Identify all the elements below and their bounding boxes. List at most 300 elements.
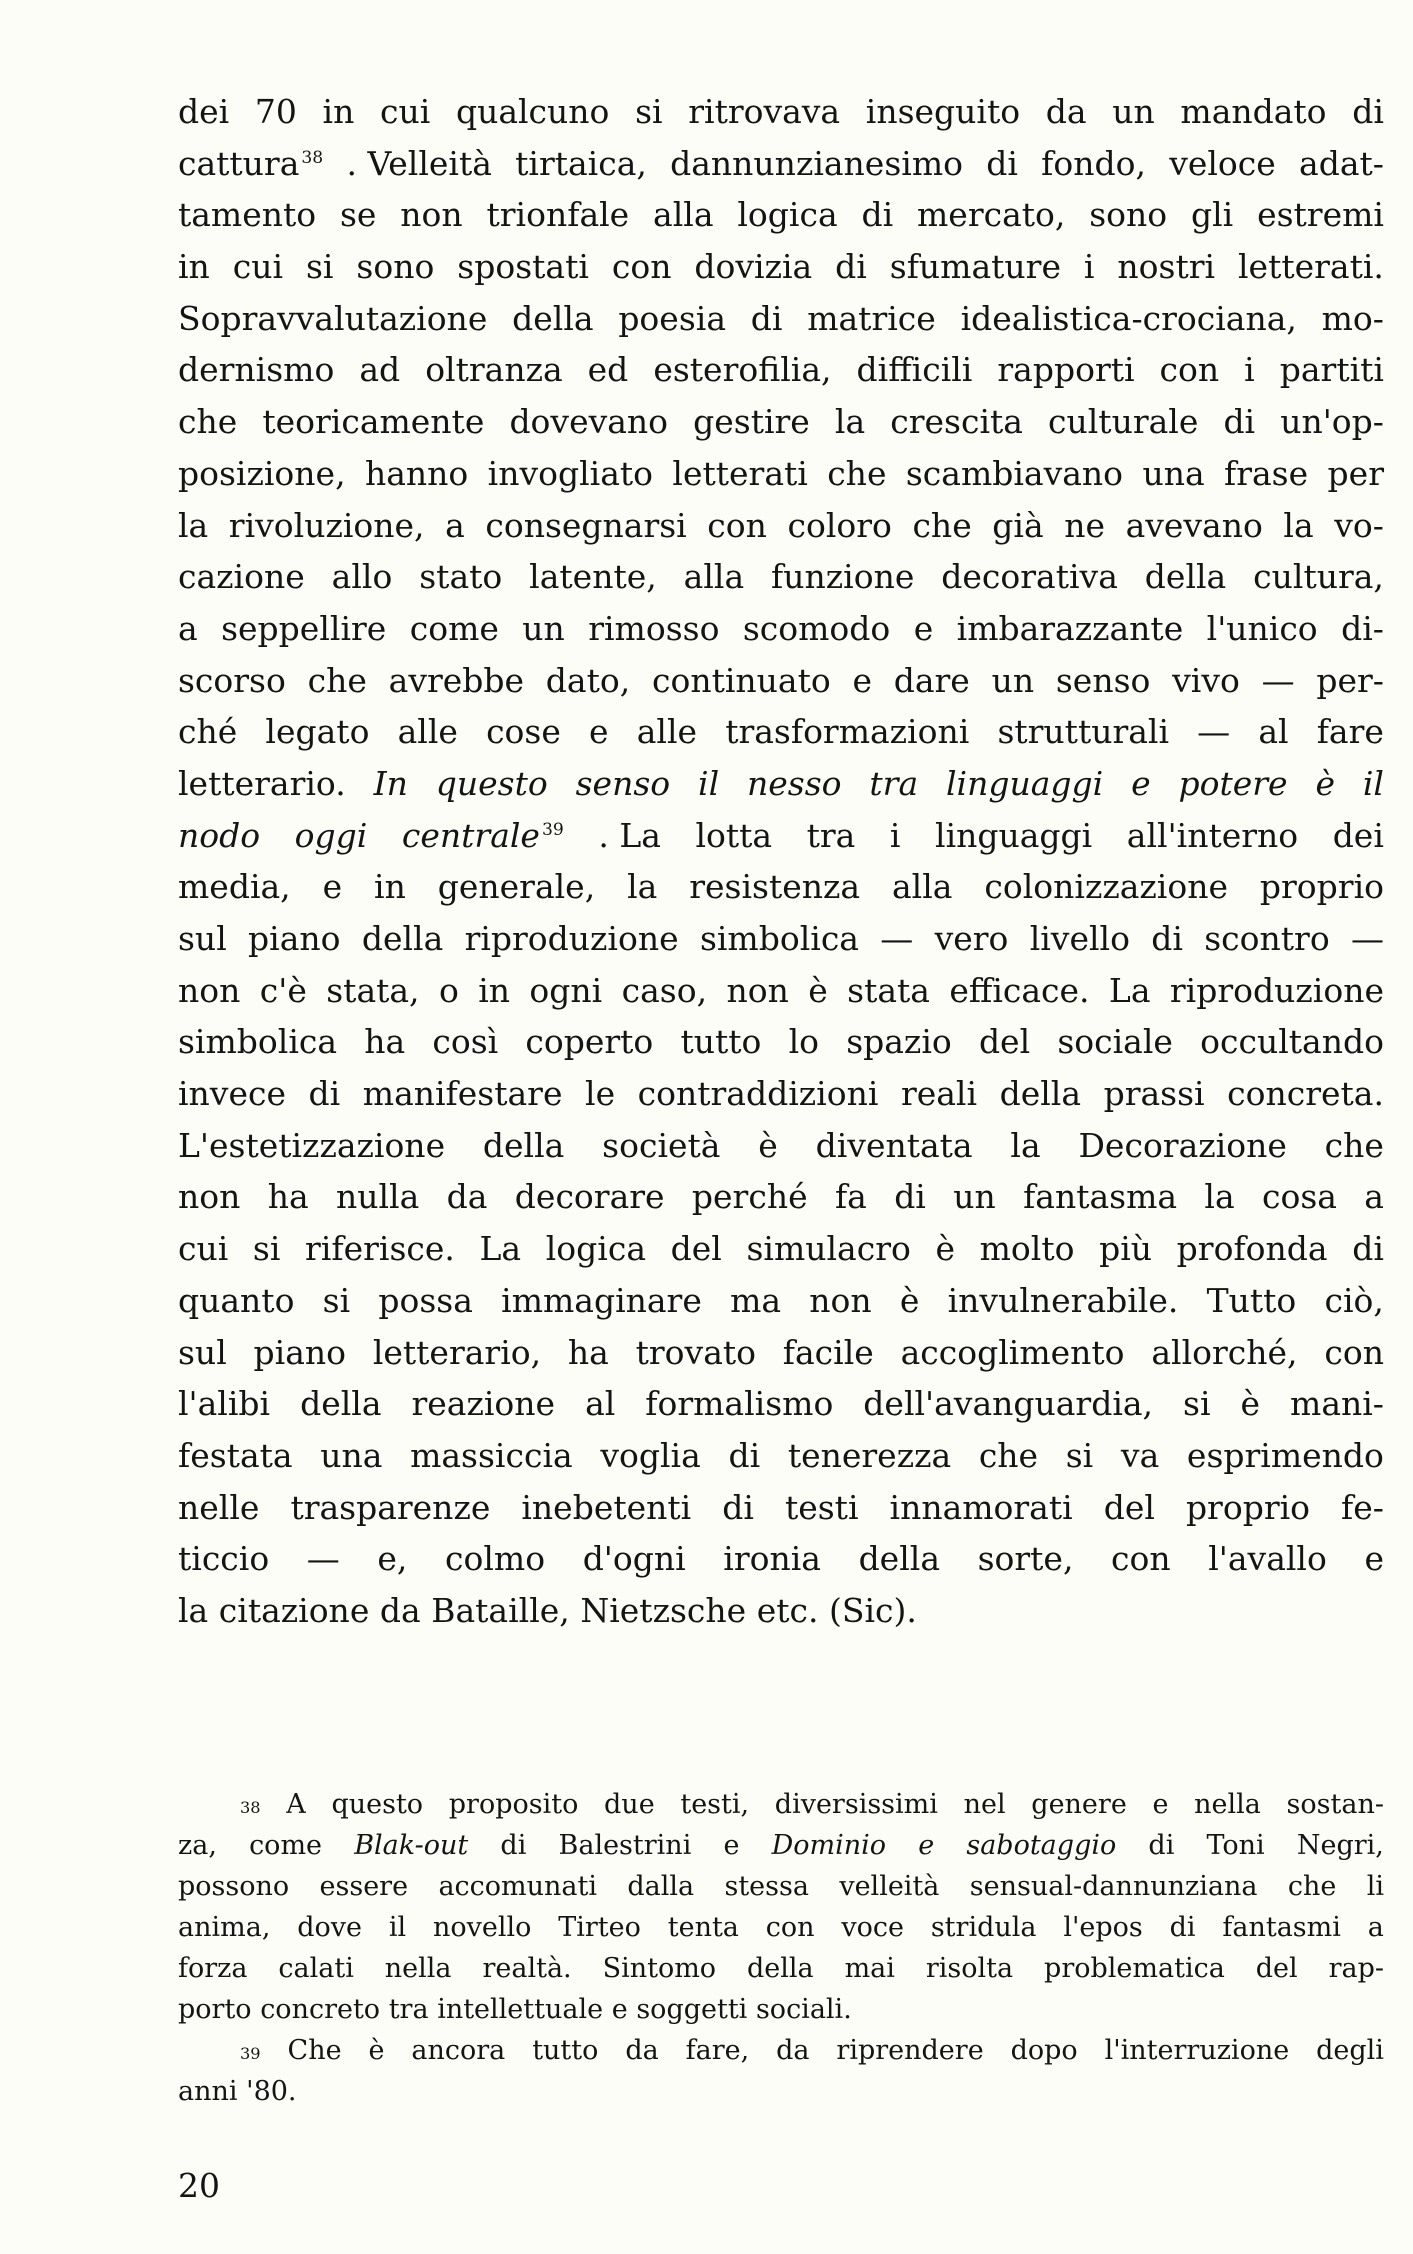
word: trionfale	[486, 195, 630, 235]
word: la	[627, 867, 658, 907]
word: è	[368, 2035, 385, 2066]
word: velleità	[839, 1871, 940, 1902]
word: accomunati	[438, 1871, 597, 1902]
word: il	[388, 1912, 407, 1943]
text-line	[178, 706, 1384, 758]
word: tra	[388, 1994, 429, 2025]
word: fare	[1316, 712, 1384, 752]
text-line	[178, 551, 1384, 603]
word: del	[1255, 1953, 1298, 1984]
word: sociali.	[755, 1994, 852, 2025]
word: piano	[248, 919, 341, 958]
word: tra	[869, 763, 919, 803]
word: dare	[893, 660, 970, 700]
word: della	[858, 1539, 940, 1579]
word: Dominio	[771, 1830, 887, 1861]
word: ed	[587, 350, 629, 390]
word: e	[1131, 763, 1151, 803]
word: adat-	[1299, 143, 1384, 183]
word: in	[374, 867, 406, 907]
word: (Sic).	[829, 1590, 917, 1630]
word: dato,	[545, 660, 631, 700]
word: trasparenze	[290, 1487, 491, 1527]
word: In	[373, 763, 408, 803]
word: si	[635, 92, 663, 131]
word: Blak-out	[354, 1830, 469, 1861]
word: in	[178, 247, 210, 287]
word: dopo	[1010, 2035, 1078, 2066]
word: questo	[331, 1789, 424, 1820]
word: ogni	[529, 970, 603, 1010]
word: ne	[1064, 505, 1105, 545]
word: e	[1152, 1789, 1169, 1820]
word: diventata	[815, 1125, 973, 1165]
word: non	[178, 1177, 241, 1217]
word: sul	[178, 919, 227, 958]
word: calati	[278, 1953, 354, 1984]
word: alle	[397, 712, 458, 752]
word: e	[918, 1830, 935, 1861]
word: mai	[844, 1953, 895, 1984]
text-line	[178, 1585, 1384, 1637]
word: fe-	[1341, 1487, 1384, 1527]
word: prassi	[1103, 1074, 1205, 1114]
word: decorativa	[941, 557, 1118, 597]
text-line	[178, 396, 1384, 448]
word: 70	[254, 92, 297, 131]
word: che	[978, 1435, 1039, 1475]
word: mandato	[1180, 92, 1327, 131]
word: funzione	[771, 557, 915, 597]
word: innamorati	[889, 1487, 1073, 1527]
word: di-	[1341, 608, 1384, 648]
word: colonizzazione	[984, 867, 1228, 907]
word: di	[894, 1177, 926, 1217]
word: il	[1362, 763, 1384, 803]
word: scorso	[178, 660, 286, 700]
word: con	[611, 247, 672, 287]
word: è	[808, 970, 828, 1010]
word: scomodo	[742, 608, 891, 648]
word: allo	[331, 557, 393, 597]
text-line	[178, 1327, 1384, 1379]
word: che	[912, 505, 972, 545]
word: consegnarsi	[485, 505, 687, 545]
word: la	[1204, 1177, 1235, 1217]
word: . La	[598, 815, 661, 855]
word: è	[758, 1125, 778, 1165]
word: anima,	[178, 1912, 271, 1943]
word: scambiavano	[905, 453, 1124, 493]
text-line	[178, 1223, 1384, 1275]
word: gli	[1191, 195, 1234, 235]
word: accoglimento	[900, 1332, 1125, 1372]
text-line	[178, 861, 1384, 913]
word: difficili	[856, 350, 973, 390]
word: una	[1142, 453, 1205, 493]
word: mercato,	[917, 195, 1066, 235]
word: dei	[178, 92, 230, 131]
word: stridula	[930, 1912, 1037, 1943]
word: avevano	[1125, 505, 1263, 545]
text-line	[178, 86, 1384, 138]
word: società	[602, 1125, 721, 1165]
text-line	[178, 1430, 1384, 1482]
word: che	[827, 453, 887, 493]
text-line	[178, 1120, 1384, 1172]
word: invogliato	[487, 453, 654, 493]
word: fantasmi	[1222, 1912, 1341, 1943]
footnote-38-line	[178, 1866, 1384, 1907]
text-line	[178, 189, 1384, 241]
word: cazione	[178, 557, 305, 597]
word: l'interruzione	[1104, 2035, 1290, 2066]
word: la	[834, 402, 866, 442]
word: Sopravvalutazione	[178, 298, 488, 338]
word: —	[306, 1539, 340, 1579]
word: coperto	[525, 1022, 654, 1062]
word: di	[728, 1435, 761, 1475]
word: di	[861, 195, 894, 235]
text-line	[178, 500, 1384, 552]
word: possa	[378, 1280, 473, 1320]
footnote-ref-38[interactable]: 38	[301, 147, 324, 168]
word: —	[880, 919, 914, 958]
word: e	[913, 608, 934, 648]
word: una	[320, 1435, 383, 1475]
page-number: 20	[178, 2166, 220, 2205]
word: cui	[380, 92, 431, 131]
word: l'alibi	[178, 1384, 271, 1424]
word: un	[1112, 92, 1155, 131]
word: allorché,	[1151, 1332, 1298, 1372]
word: è	[1315, 763, 1335, 803]
word: spazio	[846, 1022, 952, 1062]
word: realtà.	[482, 1953, 572, 1984]
word: riproduzione	[1169, 970, 1384, 1010]
word: invece	[178, 1074, 286, 1114]
word: o	[438, 970, 459, 1010]
word: letterario,	[372, 1332, 542, 1372]
word: alla	[892, 867, 953, 907]
word: Che	[287, 2035, 342, 2066]
word: La	[479, 1229, 522, 1269]
word: con	[707, 505, 767, 545]
word: teoricamente	[262, 402, 485, 442]
word: trasformazioni	[725, 712, 970, 752]
word: dei	[1332, 815, 1384, 855]
word: —	[1261, 660, 1295, 700]
word: a	[1367, 1912, 1384, 1943]
word: frase	[1224, 453, 1309, 493]
word: della	[482, 1125, 565, 1165]
word: si	[1065, 1435, 1094, 1475]
word: rimosso	[588, 608, 720, 648]
word: forza	[178, 1953, 248, 1984]
word: la	[1010, 1125, 1041, 1165]
text-line	[178, 965, 1384, 1017]
text-line	[178, 1171, 1384, 1223]
word: a	[178, 608, 198, 648]
word: stata,	[326, 970, 420, 1010]
word: continuato	[651, 660, 831, 700]
text-line	[178, 913, 1384, 965]
word: senso	[1055, 660, 1151, 700]
word: festata	[178, 1435, 293, 1475]
word: vo-	[1334, 505, 1384, 545]
word: ancora	[411, 2035, 506, 2066]
word: non	[809, 1280, 872, 1320]
word: dalla	[627, 1871, 695, 1902]
text-line	[178, 1533, 1384, 1585]
word: possono	[178, 1871, 290, 1902]
word: seppellire	[221, 608, 387, 648]
word: i	[1083, 247, 1095, 287]
word: vero	[934, 919, 1009, 958]
word: linguaggi	[935, 815, 1093, 855]
text-line	[178, 293, 1384, 345]
word: della	[300, 1384, 382, 1424]
word: che	[1287, 1871, 1337, 1902]
word: del	[670, 1229, 722, 1269]
word: così	[432, 1022, 499, 1062]
word: di	[1223, 402, 1256, 442]
text-line	[178, 448, 1384, 500]
word: fondo,	[1041, 143, 1146, 183]
word: di	[722, 1487, 754, 1527]
word: i	[1244, 350, 1255, 390]
word: voglia	[600, 1435, 701, 1475]
word: due	[604, 1789, 655, 1820]
word: Toni	[1206, 1830, 1265, 1861]
word: la	[1283, 505, 1314, 545]
word: testi,	[680, 1789, 750, 1820]
word: di	[500, 1830, 527, 1861]
word: veloce	[1169, 143, 1276, 183]
word: che	[178, 402, 238, 442]
word: colmo	[445, 1539, 546, 1579]
word: l'avallo	[1208, 1539, 1327, 1579]
word: gestire	[693, 402, 810, 442]
word: contraddizioni	[637, 1074, 879, 1114]
word: soggetti	[636, 1994, 748, 2025]
word: ciò,	[1324, 1280, 1384, 1320]
word: con	[1159, 350, 1220, 390]
word: dell'avanguardia,	[863, 1384, 1154, 1424]
word: Decorazione	[1078, 1125, 1287, 1165]
word: logica	[545, 1229, 646, 1269]
word: estremi	[1257, 195, 1384, 235]
word: immaginare	[501, 1280, 702, 1320]
word: porto	[178, 1994, 252, 2025]
word: riprendere	[836, 2035, 984, 2066]
word: occultando	[1200, 1022, 1384, 1062]
word: nelle	[178, 1487, 260, 1527]
word: letterati.	[1238, 247, 1384, 287]
text-line	[178, 241, 1384, 293]
footnote-38-line: 38 A questo proposito due testi, diversissimi nel genere e nella sostan-	[178, 1784, 1384, 1825]
word: rivoluzione,	[228, 505, 425, 545]
word: L'estetizzazione	[178, 1125, 446, 1165]
footnote-38-line	[178, 1825, 1384, 1866]
word: e,	[377, 1539, 408, 1579]
word: —	[1351, 919, 1384, 958]
word: Sintomo	[602, 1953, 717, 1984]
word: se	[339, 195, 377, 235]
word: simbolica	[699, 919, 859, 958]
word: ché	[178, 712, 238, 752]
word: in	[478, 970, 511, 1010]
word: d'ogni	[582, 1539, 686, 1579]
word: da	[379, 1590, 421, 1630]
word: non	[726, 970, 789, 1010]
word: massiccia	[410, 1435, 573, 1475]
word: per-	[1316, 660, 1384, 700]
word: strutturali	[997, 712, 1170, 752]
word: per	[1327, 453, 1384, 493]
word: cosa	[1261, 1177, 1337, 1217]
word: di	[1352, 1229, 1384, 1269]
word: problematica	[1044, 1953, 1225, 1984]
word: oggi	[294, 815, 368, 855]
word: li	[1366, 1871, 1384, 1902]
text-line	[178, 655, 1384, 707]
word: proprio	[1259, 867, 1384, 907]
word: qualcuno	[455, 92, 610, 131]
word: molto	[979, 1229, 1075, 1269]
word: già	[992, 505, 1044, 545]
word: tutto	[532, 2035, 599, 2066]
word: legato	[265, 712, 370, 752]
word: nel	[963, 1789, 1006, 1820]
text-line	[178, 1068, 1384, 1120]
word: all'interno	[1126, 815, 1299, 855]
footnote-38-line	[178, 1989, 1384, 2030]
word: è	[1240, 1384, 1261, 1424]
word: Nietzsche	[580, 1590, 747, 1630]
word: culturale	[1048, 402, 1199, 442]
word: cui	[178, 1229, 229, 1269]
word: va	[1120, 1435, 1160, 1475]
word: A	[286, 1789, 306, 1820]
word: e	[1364, 1539, 1384, 1579]
word: si	[252, 1229, 281, 1269]
word: quanto	[178, 1280, 295, 1320]
word: ma	[730, 1280, 782, 1320]
word: sono	[1089, 195, 1168, 235]
text-line	[178, 603, 1384, 655]
word: inseguito	[865, 92, 1021, 131]
word: stessa	[724, 1871, 809, 1902]
word: c'è	[259, 970, 307, 1010]
word: mo-	[1321, 298, 1384, 338]
footnote-38-line	[178, 1907, 1384, 1948]
word: ad	[359, 350, 401, 390]
text-line	[178, 1016, 1384, 1068]
word: cattura $^{38}$	[178, 143, 324, 183]
word: a	[1364, 1177, 1384, 1217]
word: simulacro	[746, 1229, 911, 1269]
word: da	[625, 2035, 659, 2066]
main-text	[178, 86, 1384, 1637]
word: scontro	[1204, 919, 1330, 958]
text-line	[178, 138, 1384, 190]
word: e	[852, 660, 872, 700]
word: formalismo	[645, 1384, 834, 1424]
word: e	[322, 867, 343, 907]
word: da	[446, 1177, 488, 1217]
word: concreto	[260, 1994, 381, 2025]
word: di	[1151, 919, 1183, 958]
word: voce	[841, 1912, 904, 1943]
word: tra	[806, 815, 856, 855]
word: dovizia	[694, 247, 813, 287]
word: crescita	[890, 402, 1023, 442]
word: un'op-	[1280, 402, 1384, 442]
text-line	[178, 758, 1384, 810]
word: genere	[1031, 1789, 1127, 1820]
word: sostan-	[1286, 1789, 1384, 1820]
word: lotta	[695, 815, 773, 855]
word: la	[178, 1590, 209, 1630]
word: decorare	[514, 1177, 665, 1217]
word: efficace.	[949, 970, 1090, 1010]
word: un	[522, 608, 565, 648]
word: intellettuale	[437, 1994, 604, 2025]
word: di	[1352, 92, 1384, 131]
word: avrebbe	[388, 660, 525, 700]
word: riproduzione	[464, 919, 679, 958]
word: sono	[356, 247, 435, 287]
text-line	[178, 344, 1384, 396]
text-line	[178, 810, 1384, 862]
word: Tutto	[1206, 1280, 1297, 1320]
word: tutto	[680, 1022, 762, 1062]
word: senso	[575, 763, 671, 803]
word: rap-	[1328, 1953, 1384, 1984]
word: dovevano	[509, 402, 669, 442]
word: con	[765, 1912, 815, 1943]
word: più	[1099, 1229, 1153, 1269]
word: simbolica	[178, 1022, 338, 1062]
word: letterario.	[178, 763, 346, 803]
word: trovato	[635, 1332, 756, 1372]
text-line	[178, 1378, 1384, 1430]
word: risolta	[925, 1953, 1014, 1984]
word: diversissimi	[774, 1789, 938, 1820]
word: Bataille,	[431, 1590, 570, 1630]
word: . Velleità	[346, 143, 492, 183]
word: la	[178, 505, 209, 545]
word: del	[978, 1022, 1031, 1062]
word: vivo	[1172, 660, 1240, 700]
word: che	[1324, 1125, 1384, 1165]
word: alla	[653, 195, 714, 235]
word: proposito	[448, 1789, 579, 1820]
word: logica	[737, 195, 838, 235]
footnote-ref-39[interactable]: 39	[541, 819, 564, 840]
word: cultura,	[1253, 557, 1384, 597]
word: matrice	[807, 298, 936, 338]
word: l'unico	[1206, 608, 1318, 648]
word: e	[589, 712, 609, 752]
word: sabotaggio	[966, 1830, 1117, 1861]
word: lo	[788, 1022, 820, 1062]
word: alle	[636, 712, 698, 752]
word: generale,	[437, 867, 596, 907]
word: Negri,	[1296, 1830, 1384, 1861]
word: partiti	[1279, 350, 1384, 390]
